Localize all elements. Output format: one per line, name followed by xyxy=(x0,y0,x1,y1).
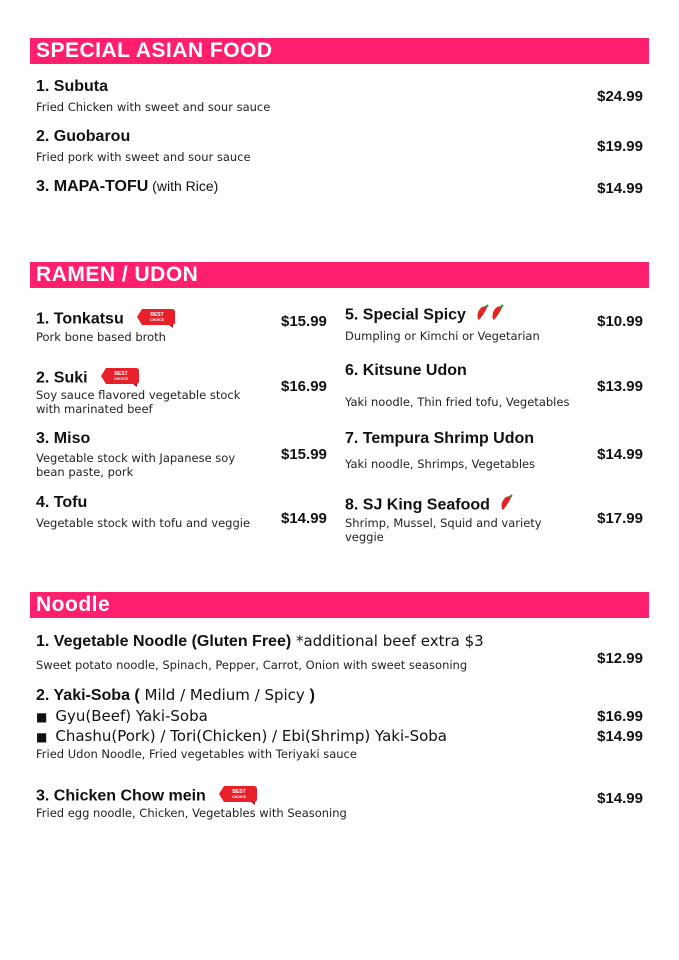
menu-item-close: ) xyxy=(309,687,315,704)
badge-line1: BEST xyxy=(150,312,164,318)
bullet-square-icon: ■ xyxy=(36,710,48,724)
badge-line1: BEST xyxy=(114,371,128,377)
menu-item-title: 2. Yaki-Soba ( xyxy=(36,687,140,704)
menu-item-title: 3. Chicken Chow mein xyxy=(36,787,206,805)
menu-item-name: 6. Kitsune Udon xyxy=(345,362,467,379)
menu-item-price: $19.99 xyxy=(597,138,643,155)
menu-item-title: 8. SJ King Seafood xyxy=(345,496,490,514)
menu-item-title: 2. Suki xyxy=(36,369,88,387)
badge-line2: CHOICE xyxy=(150,318,165,322)
menu-item-price: $14.99 xyxy=(597,446,643,463)
menu-item-options: Mild / Medium / Spicy xyxy=(139,686,310,704)
menu-item-title: 1. Vegetable Noodle (Gluten Free) xyxy=(36,633,292,650)
menu-item-desc: Shrimp, Mussel, Squid and variety veggie xyxy=(345,516,542,544)
sub-item xyxy=(36,727,447,745)
menu-item-name: 7. Tempura Shrimp Udon xyxy=(345,430,535,447)
menu-item-name xyxy=(345,494,516,517)
menu-item-price: $10.99 xyxy=(597,313,643,330)
menu-item-extra: *additional beef extra $3 xyxy=(291,632,484,650)
menu-item-desc: Dumpling or Kimchi or Vegetarian xyxy=(345,329,540,343)
sub-item-price: $14.99 xyxy=(597,728,643,745)
menu-item-name: 4. Tofu xyxy=(36,494,88,511)
menu-item-desc: Vegetable stock with Japanese soy bean paste, pork xyxy=(36,451,236,479)
menu-item-title: 1. Tonkatsu xyxy=(36,310,124,328)
menu-item-price: $24.99 xyxy=(597,88,643,105)
menu-item-price: $15.99 xyxy=(281,446,327,463)
menu-item-title: 5. Special Spicy xyxy=(345,306,466,324)
menu-item-price: $13.99 xyxy=(597,378,643,395)
menu-item-name xyxy=(36,686,315,705)
badge-line2: CHOICE xyxy=(232,795,247,799)
menu-item-title: 3. MAPA-TOFU xyxy=(36,178,149,195)
sub-item xyxy=(36,707,208,725)
menu-item-price: $14.99 xyxy=(597,790,643,807)
sub-item-price: $16.99 xyxy=(597,708,643,725)
best-choice-badge xyxy=(136,306,176,333)
menu-item-name xyxy=(345,304,508,327)
chili-icon xyxy=(474,304,508,327)
menu-item-desc: Soy sauce flavored vegetable stock with marinated beef xyxy=(36,388,241,416)
menu-item-name: 1. Subuta xyxy=(36,78,109,95)
sub-item-label: Gyu(Beef) Yaki-Soba xyxy=(55,707,208,725)
badge-line1: BEST xyxy=(232,789,246,795)
menu-item-desc: Fried Chicken with sweet and sour sauce xyxy=(36,100,271,114)
menu-item-suffix: (with Rice) xyxy=(148,178,219,194)
menu-item-desc: Pork bone based broth xyxy=(36,330,166,344)
section-header-noodle: Noodle xyxy=(30,592,649,618)
section-header-ramen: RAMEN / UDON xyxy=(30,262,649,288)
menu-item-desc: Fried egg noodle, Chicken, Vegetables with Seasoning xyxy=(36,806,347,820)
section-header-special: SPECIAL ASIAN FOOD xyxy=(30,38,649,64)
badge-line2: CHOICE xyxy=(114,377,129,381)
menu-item-desc: Fried Udon Noodle, Fried vegetables with Teriyaki sauce xyxy=(36,747,357,761)
menu-item-name xyxy=(36,178,218,196)
menu-item-name: 3. Miso xyxy=(36,430,91,447)
menu-item-desc: Yaki noodle, Thin fried tofu, Vegetables xyxy=(345,395,570,409)
menu-item-price: $14.99 xyxy=(597,180,643,197)
menu-item-price: $17.99 xyxy=(597,510,643,527)
menu-item-price: $12.99 xyxy=(597,650,643,667)
menu-item-price: $16.99 xyxy=(281,378,327,395)
menu-item-name xyxy=(36,632,484,651)
menu-item-desc: Yaki noodle, Shrimps, Vegetables xyxy=(345,457,536,471)
menu-item-price: $15.99 xyxy=(281,313,327,330)
sub-item-label: Chashu(Pork) / Tori(Chicken) / Ebi(Shrimp) Yaki-Soba xyxy=(55,727,447,745)
menu-item-desc: Fried pork with sweet and sour sauce xyxy=(36,150,251,164)
menu-item-desc: Sweet potato noodle, Spinach, Pepper, Carrot, Onion with sweet seasoning xyxy=(36,658,468,672)
bullet-square-icon: ■ xyxy=(36,730,48,744)
menu-item-name: 2. Guobarou xyxy=(36,128,131,145)
menu-item-name xyxy=(36,306,176,333)
menu-item-price: $14.99 xyxy=(281,510,327,527)
menu-item-desc: Vegetable stock with tofu and veggie xyxy=(36,516,251,530)
chili-icon xyxy=(498,494,516,517)
